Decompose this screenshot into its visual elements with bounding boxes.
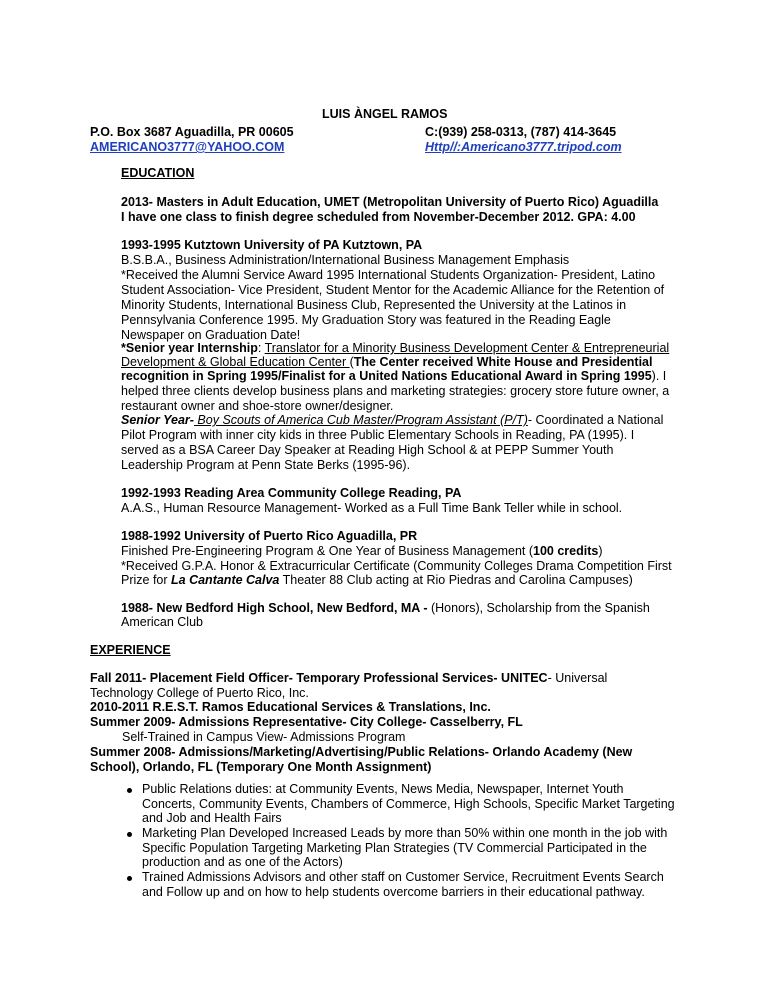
phone: C:(939) 258-0313, (787) 414-3645 bbox=[425, 125, 617, 139]
bullet-marker bbox=[127, 832, 132, 837]
kutztown-title: 1993-1995 Kutztown University of PA Kutztown, PA bbox=[121, 238, 423, 252]
kutztown-l1: B.S.B.A., Business Administration/International Business Management Emphasis bbox=[121, 253, 570, 267]
internship-label: *Senior year Internship bbox=[121, 341, 258, 355]
upr-line3 bbox=[121, 573, 633, 588]
bullet-3-l2: and Follow up and on how to help students overcome barriers in their educational pathway. bbox=[142, 885, 645, 899]
bullet-2-l1: Marketing Plan Developed Increased Leads by more than 50% within one month in the job with bbox=[142, 826, 668, 840]
internship-paren: ( bbox=[349, 355, 354, 369]
kutztown-l4: Minority Students, International Business Club, Represented the University at the Latinos in bbox=[121, 298, 627, 312]
bullet-1-l3: and Job and Health Fairs bbox=[142, 811, 282, 825]
kutztown-l2: *Received the Alumni Service Award 1995 International Students Organization- President, Latino bbox=[121, 268, 656, 282]
internship-line1 bbox=[121, 341, 669, 356]
highschool-title: 1988- New Bedford High School, New Bedford, MA - bbox=[121, 601, 431, 615]
exp-orlando-l2: School), Orlando, FL (Temporary One Month Assignment) bbox=[90, 760, 432, 774]
upr-credits: 100 credits bbox=[533, 544, 599, 558]
senior-year-line bbox=[121, 413, 663, 428]
email-link[interactable]: AMERICANO3777@YAHOO.COM bbox=[90, 140, 285, 154]
umet-line1: 2013- Masters in Adult Education, UMET (Metropolitan University of Puerto Rico) Aguadilla bbox=[121, 195, 659, 209]
upr-l1-text: Finished Pre-Engineering Program & One Year of Business Management ( bbox=[121, 544, 534, 558]
address: P.O. Box 3687 Aguadilla, PR 00605 bbox=[90, 125, 294, 139]
internship-sep: : bbox=[257, 341, 265, 355]
upr-l3-text: Prize for bbox=[121, 573, 172, 587]
exp-unitec-l2: Technology College of Puerto Rico, Inc. bbox=[90, 686, 309, 700]
resume-name: LUIS ÀNGEL RAMOS bbox=[322, 107, 448, 121]
kutztown-l3: Student Association- Vice President, Student Mentor for the Academic Alliance for the Retention of bbox=[121, 283, 665, 297]
kutztown-l11: restaurant owner and shoe-store owner/designer. bbox=[121, 399, 394, 413]
highschool-l2: American Club bbox=[121, 615, 203, 629]
website-link[interactable]: Http//:Americano3777.tripod.com bbox=[425, 140, 622, 154]
education-heading: EDUCATION bbox=[121, 166, 195, 180]
bullet-marker bbox=[127, 788, 132, 793]
upr-l1-end: ) bbox=[598, 544, 603, 558]
senior-year-end: - Coordinated a National bbox=[527, 413, 664, 427]
bullet-1-l1: Public Relations duties: at Community Events, News Media, Newspaper, Internet Youth bbox=[142, 782, 624, 796]
upr-l3-end: Theater 88 Club acting at Rio Piedras and Carolina Campuses) bbox=[279, 573, 633, 587]
experience-heading: EXPERIENCE bbox=[90, 643, 171, 657]
internship-end: ). I bbox=[651, 369, 667, 383]
kutztown-l13: Pilot Program with inner city kids in three Public Elementary Schools in Reading, PA (1995). I bbox=[121, 428, 635, 442]
internship-link-1: Translator for a Minority Business Development Center & Entrepreneurial bbox=[264, 341, 670, 355]
bullet-2-l2: Specific Population Targeting Marketing Plan Strategies (TV Commercial Participated in the bbox=[142, 841, 647, 855]
boy-scouts-link: Boy Scouts of America Cub Master/Program Assistant (P/T) bbox=[193, 413, 528, 427]
upr-l2: *Received G.P.A. Honor & Extracurricular Certificate (Community Colleges Drama Competition First bbox=[121, 559, 672, 573]
upr-title: 1988-1992 University of Puerto Rico Aguadilla, PR bbox=[121, 529, 418, 543]
exp-rest: 2010-2011 R.E.S.T. Ramos Educational Services & Translations, Inc. bbox=[90, 700, 491, 714]
exp-unitec-title: Fall 2011- Placement Field Officer- Temporary Professional Services- UNITEC bbox=[90, 671, 548, 685]
bullet-marker bbox=[127, 876, 132, 881]
bullet-3-l1: Trained Admissions Advisors and other staff on Customer Service, Recruitment Events Search bbox=[142, 870, 664, 884]
highschool-honors: (Honors), Scholarship from the Spanish bbox=[430, 601, 650, 615]
umet-line2: I have one class to finish degree scheduled from November-December 2012. GPA: 4.00 bbox=[121, 210, 636, 224]
kutztown-l15: Leadership Program at Penn State Berks (1995-96). bbox=[121, 458, 411, 472]
exp-unitec bbox=[90, 671, 607, 686]
highschool-line1 bbox=[121, 601, 650, 616]
senior-year-label: Senior Year- bbox=[121, 413, 194, 427]
bullet-1-l2: Concerts, Community Events, Chambers of Commerce, High Schools, Specific Market Targeting bbox=[142, 797, 675, 811]
racc-title: 1992-1993 Reading Area Community College Reading, PA bbox=[121, 486, 462, 500]
racc-l1: A.A.S., Human Resource Management- Worked as a Full Time Bank Teller while in school. bbox=[121, 501, 623, 515]
internship-line3 bbox=[121, 369, 666, 384]
exp-city-college: Summer 2009- Admissions Representative- City College- Casselberry, FL bbox=[90, 715, 523, 729]
internship-award-1: The Center received White House and Presidential bbox=[353, 355, 653, 369]
exp-unitec-rest: - Universal bbox=[547, 671, 608, 685]
kutztown-l10: helped three clients develop business plans and marketing strategies: grocery store future owner, a bbox=[121, 384, 670, 398]
kutztown-l6: Newspaper on Graduation Date! bbox=[121, 328, 301, 342]
play-title: La Cantante Calva bbox=[171, 573, 280, 587]
internship-link-2: Development & Global Education Center bbox=[121, 355, 350, 369]
bullet-2-l3: production and as one of the Actors) bbox=[142, 855, 343, 869]
exp-orlando-l1: Summer 2008- Admissions/Marketing/Advertising/Public Relations- Orlando Academy (New bbox=[90, 745, 633, 759]
kutztown-l14: served as a BSA Career Day Speaker at Reading High School & at PEPP Summer Youth bbox=[121, 443, 614, 457]
kutztown-l5: Pennsylvania Conference 1995. My Graduation Story was featured in the Reading Eagle bbox=[121, 313, 611, 327]
internship-line2 bbox=[121, 355, 652, 370]
exp-city-college-sub: Self-Trained in Campus View- Admissions Program bbox=[122, 730, 406, 744]
upr-line1 bbox=[121, 544, 603, 559]
internship-award-2: recognition in Spring 1995/Finalist for a United Nations Educational Award in Spring 1995 bbox=[121, 369, 652, 383]
